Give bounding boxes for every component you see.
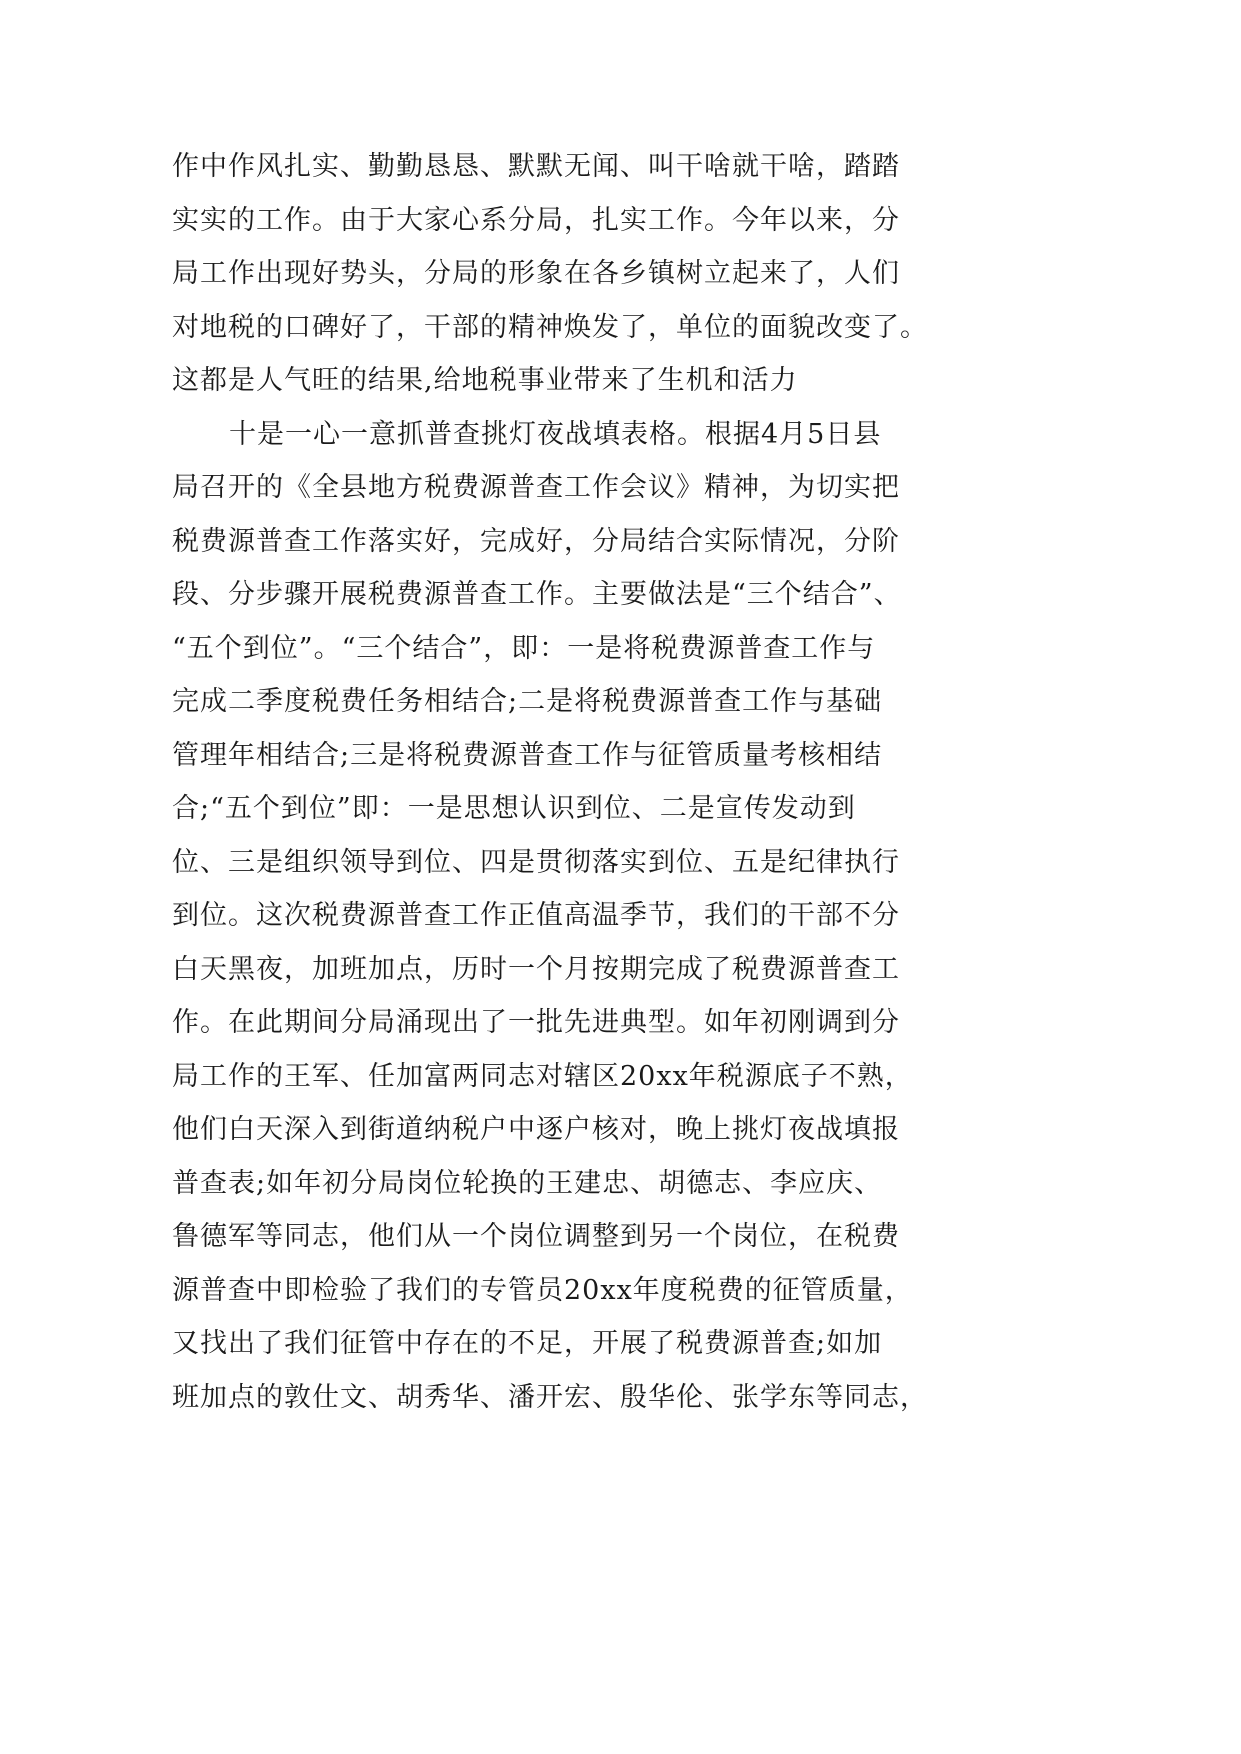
text-line: 税费源普查工作落实好，完成好，分局结合实际情况，分阶 — [172, 525, 900, 557]
text-line: 对地税的口碑好了，干部的精神焕发了，单位的面貌改变了。 — [172, 311, 928, 343]
text-line: 实实的工作。由于大家心系分局，扎实工作。今年以来，分 — [172, 204, 900, 236]
text-line: 鲁德军等同志，他们从一个岗位调整到另一个岗位，在税费 — [172, 1221, 900, 1252]
text-line: 白天黑夜，加班加点，历时一个月按期完成了税费源普查工 — [172, 953, 900, 985]
text-line: 局工作的王军、任加富两同志对辖区20xx年税源底子不熟， — [172, 1060, 913, 1092]
text-line: 又找出了我们征管中存在的不足，开展了税费源普查;如加 — [172, 1328, 883, 1359]
text-line: 局召开的《全县地方税费源普查工作会议》精神，为切实把 — [172, 472, 900, 503]
text-line: 局工作出现好势头，分局的形象在各乡镇树立起来了，人们 — [172, 258, 900, 289]
text-line: 位、三是组织领导到位、四是贯彻落实到位、五是纪律执行 — [172, 846, 900, 878]
body-text — [172, 140, 992, 1424]
text-line: 到位。这次税费源普查工作正值高温季节，我们的干部不分 — [172, 900, 900, 931]
text-line: 段、分步骤开展税费源普查工作。主要做法是“三个结合”、 — [172, 579, 902, 610]
paragraph-start-line: 十是一心一意抓普查挑灯夜战填表格。根据4月5日县 — [229, 418, 882, 450]
text-line: 作。在此期间分局涌现出了一批先进典型。如年初刚调到分 — [172, 1007, 900, 1038]
text-line: 合;“五个到位”即：一是思想认识到位、二是宣传发动到 — [172, 793, 856, 824]
text-line: 管理年相结合;三是将税费源普查工作与征管质量考核相结 — [172, 739, 883, 771]
text-line: 他们白天深入到街道纳税户中逐户核对，晚上挑灯夜战填报 — [172, 1114, 900, 1145]
text-line: 普查表;如年初分局岗位轮换的王建忠、胡德志、李应庆、 — [172, 1167, 883, 1199]
text-line: 作中作风扎实、勤勤恳恳、默默无闻、叫干啥就干啥，踏踏 — [172, 151, 900, 182]
text-line: 源普查中即检验了我们的专管员20xx年度税费的征管质量， — [172, 1274, 913, 1306]
text-line: 完成二季度税费任务相结合;二是将税费源普查工作与基础 — [172, 686, 883, 717]
text-line: 这都是人气旺的结果,给地税事业带来了生机和活力 — [172, 365, 798, 396]
text-line: 班加点的敦仕文、胡秀华、潘开宏、殷华伦、张学东等同志， — [172, 1381, 928, 1413]
text-line: “五个到位”。“三个结合”，即：一是将税费源普查工作与 — [172, 632, 876, 664]
